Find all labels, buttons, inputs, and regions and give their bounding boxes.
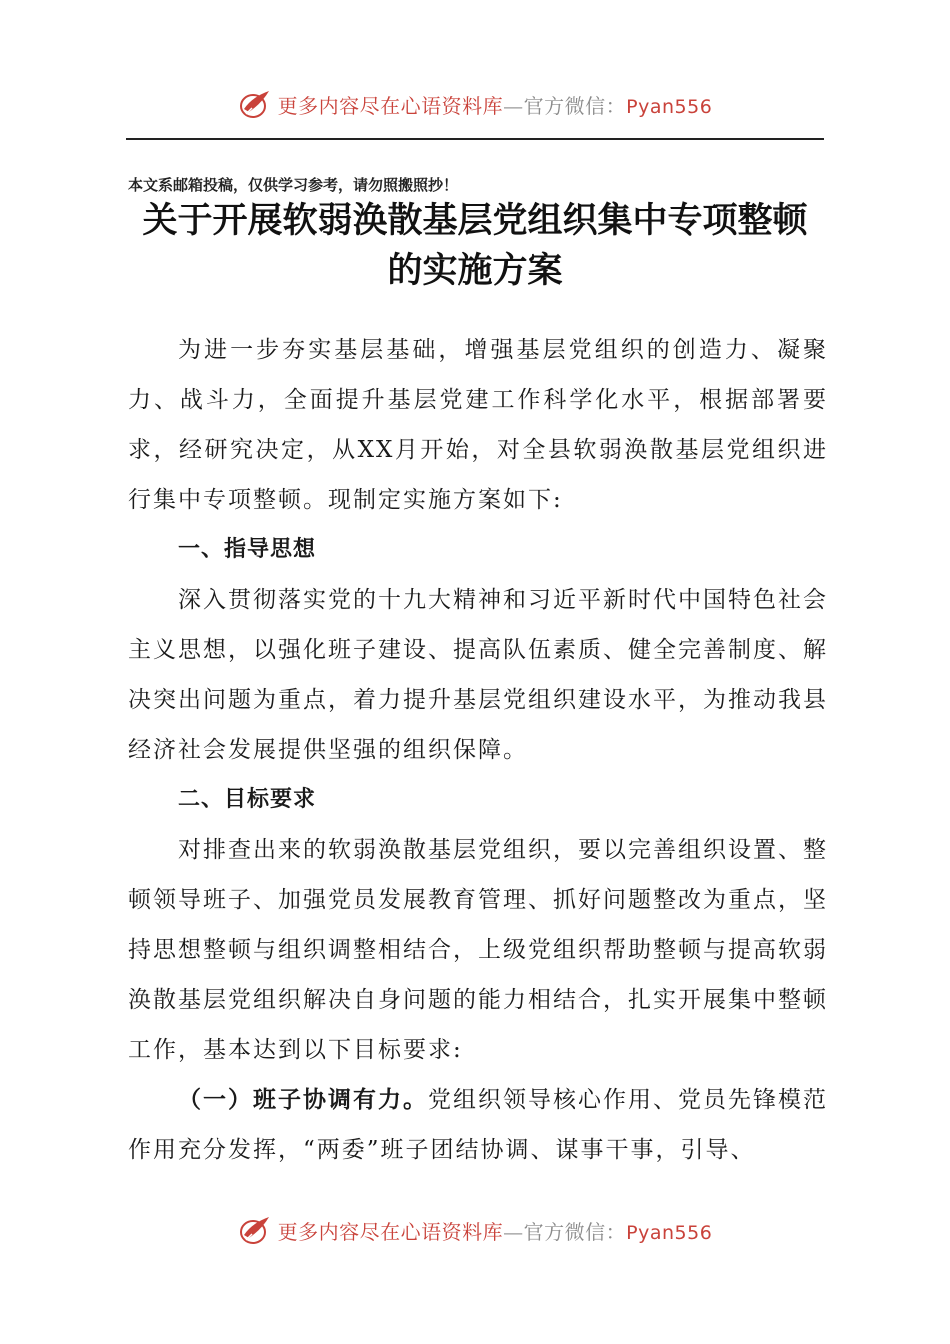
sub-item-heading: （一）班子协调有力。 [178, 1086, 428, 1113]
header-banner [0, 84, 950, 124]
header-rule [126, 138, 824, 140]
sub-item-paragraph [128, 1075, 828, 1175]
guiding-ideology-paragraph: 深入贯彻落实党的十九大精神和习近平新时代中国特色社会主义思想，以强化班子建设、提高队伍素质、健全完善制度、解决突出问题为重点，着力提升基层党组织建设水平，为推动我县经济社会发展提供坚强的组织保障。 [128, 587, 828, 763]
title-line-1: 关于开展软弱涣散基层党组织集中专项整顿 [142, 200, 808, 241]
banner-text: 更多内容尽在心语资料库—官方微信：Pyan556 [277, 1219, 713, 1244]
section-heading-1: 一、指导思想 [178, 537, 317, 562]
banner-text: 更多内容尽在心语资料库—官方微信：Pyan556 [277, 93, 713, 118]
title-line-2: 的实施方案 [387, 250, 563, 291]
document-title [100, 196, 850, 296]
section-heading-2: 二、目标要求 [178, 787, 317, 812]
intro-paragraph: 为进一步夯实基层基础，增强基层党组织的创造力、凝聚力、战斗力，全面提升基层党建工作科学化水平，根据部署要求，经研究决定，从XX月开始，对全县软弱涣散基层党组织进行集中专项整顿。现制定实施方案如下: [128, 337, 828, 513]
goals-paragraph: 对排查出来的软弱涣散基层党组织，要以完善组织设置、整顿领导班子、加强党员发展教育管理、抓好问题整改为重点，坚持思想整顿与组织调整相结合，上级党组织帮助整顿与提高软弱涣散基层党组织解决自身问题的能力相结合，扎实开展集中整顿工作，基本达到以下目标要求: [128, 837, 828, 1063]
document-body [128, 325, 828, 1175]
sub-item-text: 党组织领导核心作用、党员先锋模范作用充分发挥，“两委”班子团结协调、谋事干事，引导、 [128, 1087, 828, 1163]
quill-pen-logo-icon [238, 87, 272, 121]
disclaimer-note: 本文系邮箱投稿，仅供学习参考，请勿照搬照抄！ [128, 176, 459, 194]
footer-banner [0, 1210, 950, 1250]
quill-pen-logo-icon [238, 1213, 272, 1247]
